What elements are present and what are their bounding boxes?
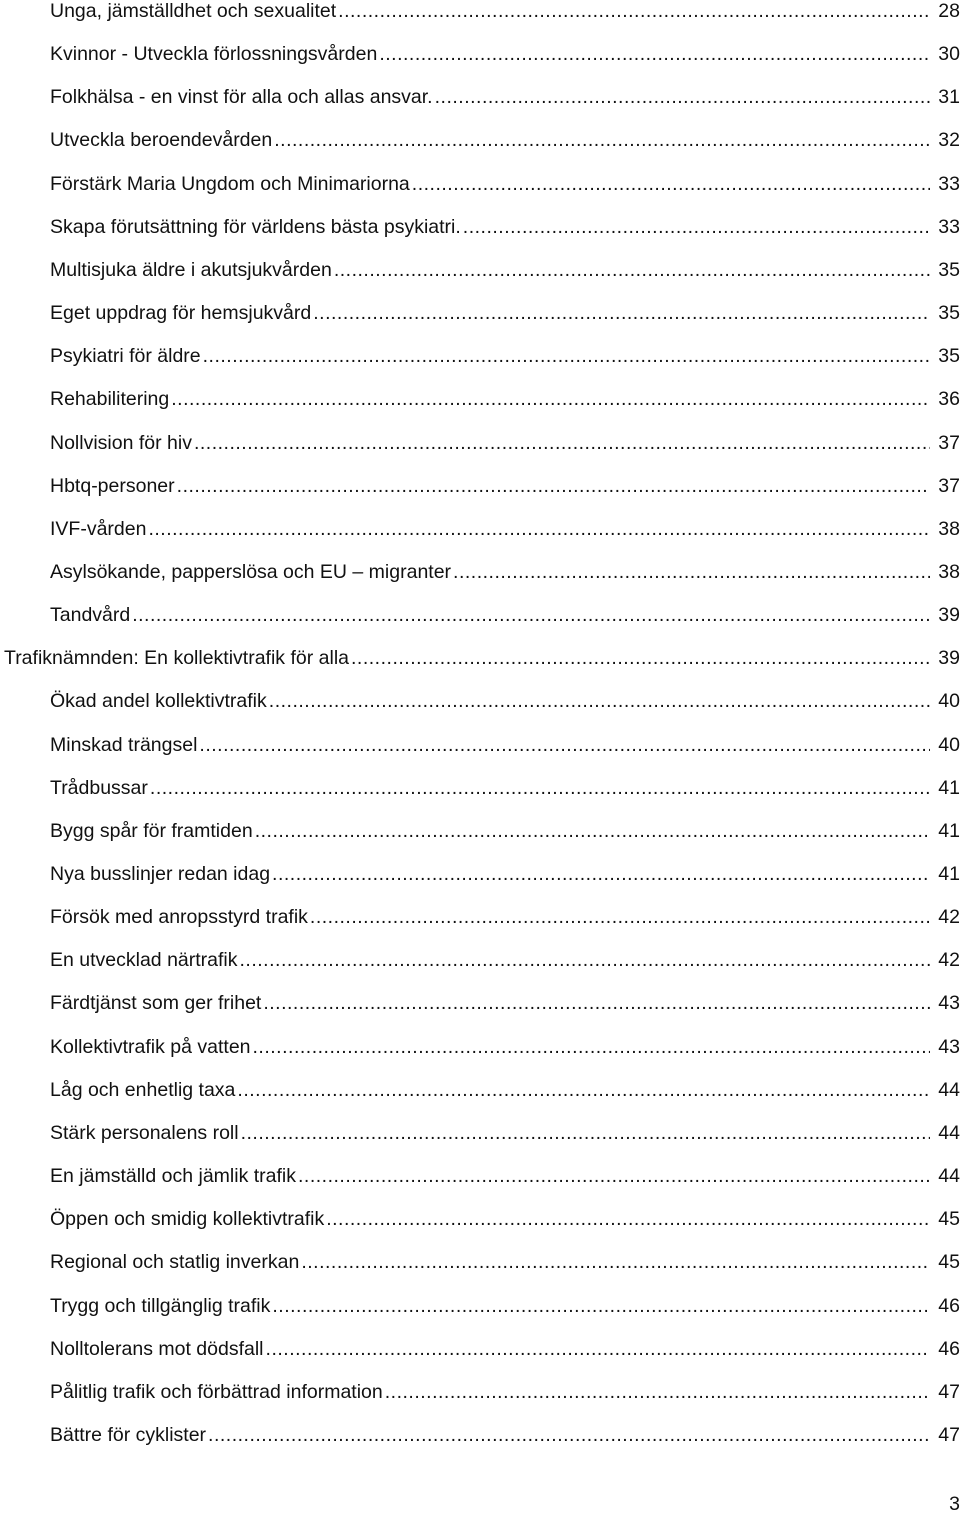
toc-dot-leader — [301, 1247, 930, 1277]
toc-entry-page: 43 — [938, 1035, 960, 1058]
toc-entry-page: 43 — [938, 992, 960, 1015]
toc-dot-leader — [463, 212, 930, 242]
toc-entry-page: 32 — [938, 129, 960, 152]
toc-dot-leader — [132, 600, 930, 630]
toc-dot-leader — [272, 1291, 930, 1321]
toc-entry-title: Trygg och tillgänglig trafik — [50, 1294, 271, 1317]
toc-entry-page: 41 — [938, 776, 960, 799]
toc-entry-title: Öppen och smidig kollektivtrafik — [50, 1208, 325, 1231]
toc-dot-leader — [412, 169, 930, 199]
toc-entry-page: 44 — [938, 1165, 960, 1188]
toc-dot-leader — [310, 902, 930, 932]
toc-entry[interactable] — [50, 212, 960, 242]
toc-entry-page: 37 — [938, 474, 960, 497]
toc-entry-title: Stärk personalens roll — [50, 1121, 239, 1144]
toc-entry-title: Kollektivtrafik på vatten — [50, 1035, 251, 1058]
toc-entry-title: Unga, jämställdhet och sexualitet — [50, 0, 337, 22]
toc-entry-title: Nollvision för hiv — [50, 431, 192, 454]
toc-dot-leader — [199, 730, 930, 760]
toc-dot-leader — [237, 1075, 930, 1105]
toc-entry[interactable] — [50, 1377, 960, 1407]
toc-entry-page: 41 — [938, 863, 960, 885]
toc-entry[interactable] — [50, 859, 960, 889]
toc-entry[interactable] — [50, 1161, 960, 1191]
toc-entry[interactable] — [50, 471, 960, 501]
toc-entry-page: 40 — [938, 733, 960, 756]
toc-entry-title: En utvecklad närtrafik — [50, 949, 238, 972]
toc-entry[interactable] — [50, 1204, 960, 1234]
toc-entry[interactable] — [50, 773, 960, 803]
toc-entry[interactable] — [50, 298, 960, 328]
toc-entry-title: Multisjuka äldre i akutsjukvården — [50, 258, 332, 281]
toc-dot-leader — [379, 39, 930, 69]
toc-entry[interactable] — [50, 82, 960, 112]
toc-entry-title: Bygg spår för framtiden — [50, 819, 253, 842]
toc-dot-leader — [171, 384, 930, 414]
toc-dot-leader — [269, 686, 930, 716]
toc-entry-title: Eget uppdrag för hemsjukvård — [50, 302, 312, 325]
toc-entry-title: Bättre för cyklister — [50, 1423, 207, 1446]
toc-entry-page: 39 — [938, 647, 960, 670]
toc-dot-leader — [194, 428, 930, 458]
toc-entry-title: Försök med anropsstyrd trafik — [50, 906, 308, 929]
toc-dot-leader — [274, 125, 930, 155]
toc-entry[interactable] — [50, 1334, 960, 1364]
toc-entry-page: 38 — [938, 560, 960, 583]
toc-entry-page: 35 — [938, 302, 960, 325]
toc-dot-leader — [334, 255, 930, 285]
toc-entry-title: Minskad trängsel — [50, 733, 198, 756]
toc-entry-page: 35 — [938, 258, 960, 281]
toc-entry[interactable] — [50, 902, 960, 932]
toc-entry[interactable] — [50, 1118, 960, 1148]
page-number: 3 — [949, 1493, 960, 1515]
toc-entry-title: Förstärk Maria Ungdom och Minimariorna — [50, 172, 410, 195]
toc-dot-leader — [150, 773, 930, 803]
toc-entry-page: 44 — [938, 1121, 960, 1144]
toc-entry[interactable] — [50, 1247, 960, 1277]
toc-dot-leader — [313, 298, 930, 328]
toc-entry-title: Utveckla beroendevården — [50, 129, 273, 152]
toc-entry[interactable] — [50, 686, 960, 716]
toc-dot-leader — [263, 988, 930, 1018]
toc-entry-page: 40 — [938, 690, 960, 713]
toc-entry-title: Låg och enhetlig taxa — [50, 1078, 236, 1101]
toc-entry[interactable] — [50, 384, 960, 414]
toc-entry-page: 30 — [938, 43, 960, 66]
toc-dot-leader — [385, 1377, 930, 1407]
toc-entry-page: 38 — [938, 517, 960, 540]
toc-entry-title: Trådbussar — [50, 776, 148, 799]
toc-entry[interactable] — [50, 600, 960, 630]
toc-entry-title: Folkhälsa - en vinst för alla och allas ansvar. — [50, 86, 433, 109]
toc-entry[interactable] — [50, 255, 960, 285]
toc-entry-title: Kvinnor - Utveckla förlossningsvården — [50, 43, 378, 66]
toc-dot-leader — [272, 859, 930, 889]
toc-entry-page: 39 — [938, 604, 960, 627]
toc-entry-page: 31 — [938, 86, 960, 109]
toc-entry[interactable] — [50, 39, 960, 69]
toc-entry[interactable] — [50, 557, 960, 587]
toc-entry[interactable] — [50, 1291, 960, 1321]
toc-dot-leader — [255, 816, 930, 846]
toc-entry[interactable] — [50, 341, 960, 371]
toc-dot-leader — [338, 0, 930, 26]
toc-dot-leader — [298, 1161, 930, 1191]
toc-entry-title: Asylsökande, papperslösa och EU – migranter — [50, 560, 452, 583]
toc-entry-page: 45 — [938, 1208, 960, 1231]
toc-entry[interactable] — [4, 643, 960, 673]
toc-entry[interactable] — [50, 816, 960, 846]
toc-entry-page: 46 — [938, 1337, 960, 1360]
toc-entry-page: 45 — [938, 1251, 960, 1274]
toc-dot-leader — [203, 341, 930, 371]
toc-dot-leader — [240, 945, 930, 975]
toc-entry-page: 28 — [938, 0, 960, 22]
toc-dot-leader — [253, 1032, 930, 1062]
toc-entry-title: Pålitlig trafik och förbättrad information — [50, 1380, 383, 1403]
toc-entry-page: 36 — [938, 388, 960, 411]
toc-entry[interactable] — [50, 1075, 960, 1105]
toc-entry-page: 35 — [938, 345, 960, 368]
toc-dot-leader — [453, 557, 930, 587]
toc-entry-page: 47 — [938, 1380, 960, 1403]
toc-entry-title: IVF-vården — [50, 517, 147, 540]
toc-entry-page: 42 — [938, 906, 960, 929]
toc-entry[interactable] — [50, 0, 960, 26]
toc-entry-page: 37 — [938, 431, 960, 454]
toc-dot-leader — [266, 1334, 930, 1364]
toc-entry[interactable] — [50, 988, 960, 1018]
toc-entry[interactable] — [50, 1420, 960, 1450]
toc-entry-page: 44 — [938, 1078, 960, 1101]
toc-entry[interactable] — [50, 428, 960, 458]
toc-entry-page: 33 — [938, 172, 960, 195]
toc-dot-leader — [351, 643, 930, 673]
toc-entry[interactable] — [50, 730, 960, 760]
toc-dot-leader — [208, 1420, 930, 1450]
toc-dot-leader — [177, 471, 930, 501]
toc-entry-title: Rehabilitering — [50, 388, 170, 411]
toc-dot-leader — [148, 514, 930, 544]
toc-entry-title: Hbtq-personer — [50, 474, 175, 497]
toc-entry-title: Färdtjänst som ger frihet — [50, 992, 262, 1015]
toc-entry-title: Skapa förutsättning för världens bästa psykiatri. — [50, 215, 461, 238]
toc-entry-page: 41 — [938, 819, 960, 842]
toc-entry-title: Regional och statlig inverkan — [50, 1251, 300, 1274]
toc-entry[interactable] — [50, 1032, 960, 1062]
toc-entry-title: Ökad andel kollektivtrafik — [50, 690, 267, 713]
toc-entry-page: 47 — [938, 1423, 960, 1446]
toc-entry-title: Psykiatri för äldre — [50, 345, 201, 368]
toc-dot-leader — [435, 82, 930, 112]
toc-entry-title: En jämställd och jämlik trafik — [50, 1165, 296, 1188]
toc-entry[interactable] — [50, 125, 960, 155]
toc-entry-title: Nolltolerans mot dödsfall — [50, 1337, 264, 1360]
toc-entry-title: Trafiknämnden: En kollektivtrafik för alla — [4, 647, 350, 670]
toc-entry-page: 33 — [938, 215, 960, 238]
toc-entry[interactable] — [50, 514, 960, 544]
toc-entry-page: 46 — [938, 1294, 960, 1317]
toc-entry[interactable] — [50, 169, 960, 199]
toc-dot-leader — [326, 1204, 930, 1234]
toc-dot-leader — [241, 1118, 930, 1148]
toc-entry-page: 42 — [938, 949, 960, 972]
toc-entry[interactable] — [50, 945, 960, 975]
toc-entry-title: Tandvård — [50, 604, 131, 627]
toc-entry-title: Nya busslinjer redan idag — [50, 863, 271, 885]
